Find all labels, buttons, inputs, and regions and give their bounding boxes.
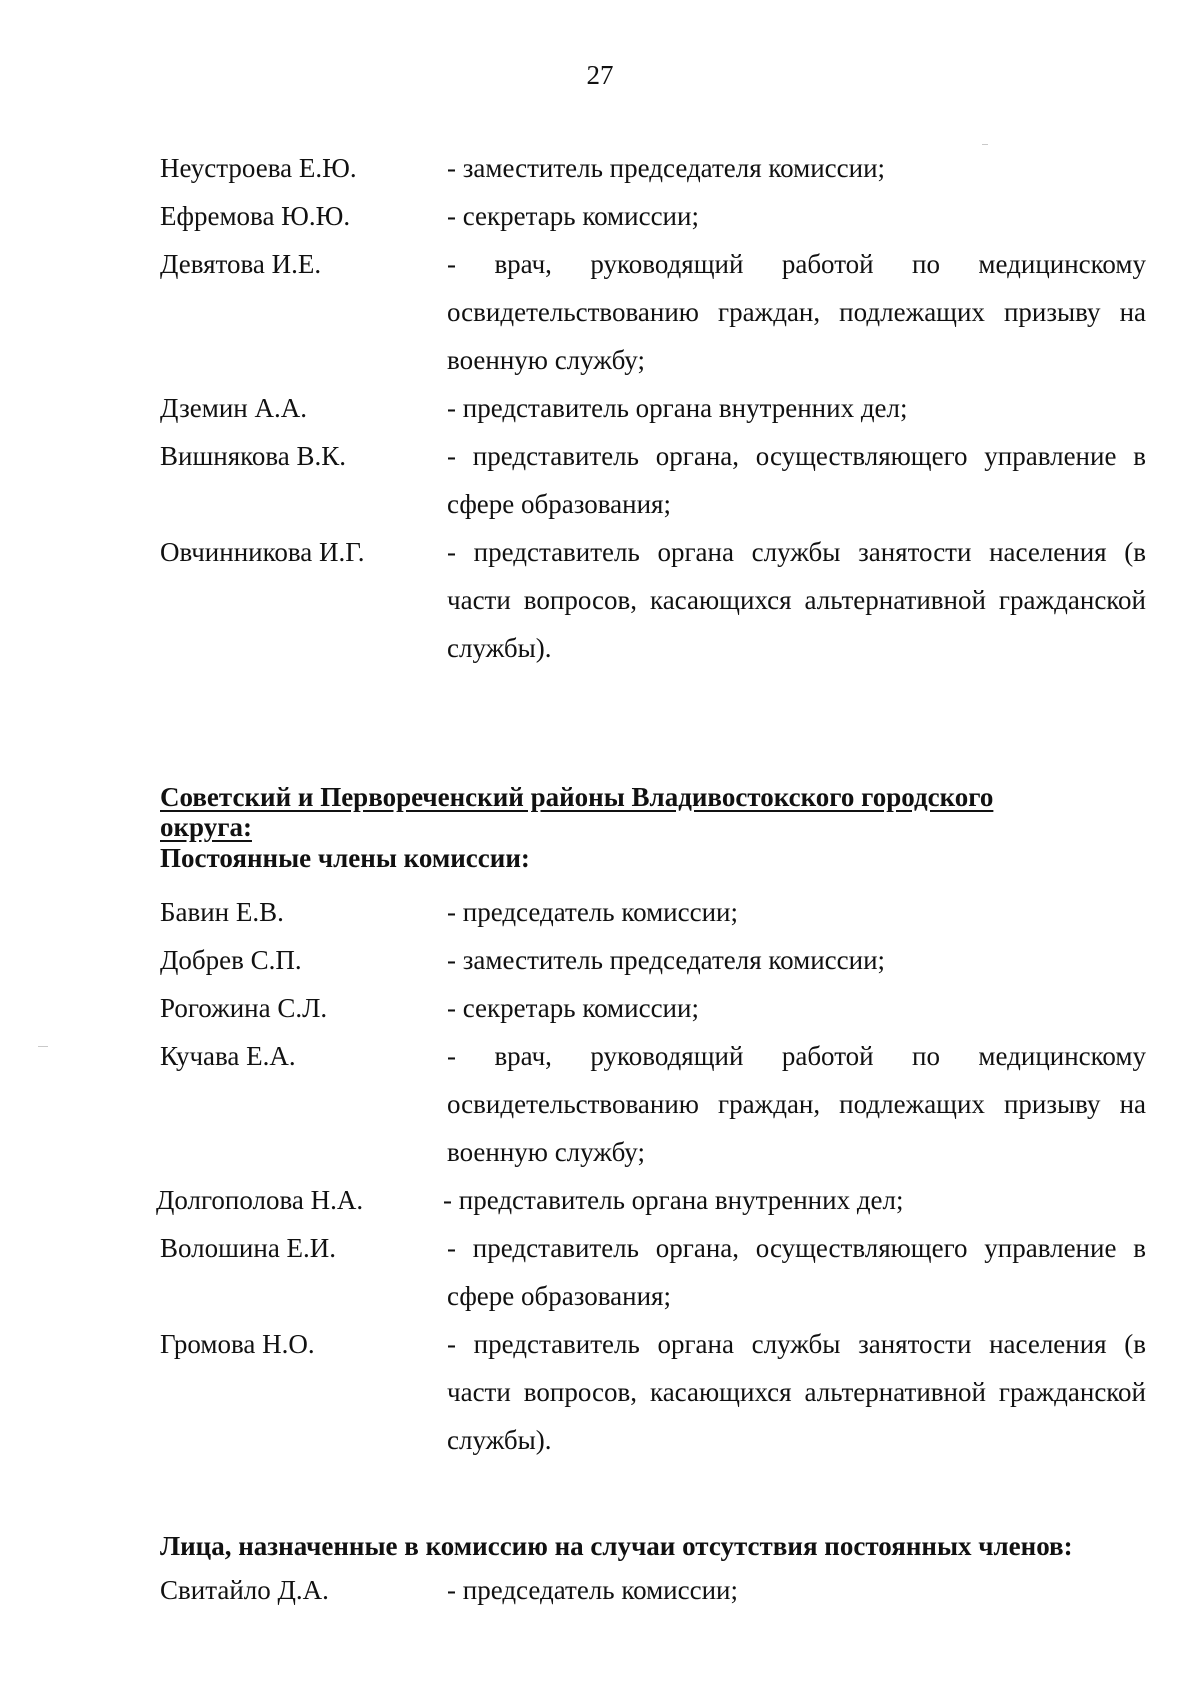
member-row	[160, 1032, 1146, 1176]
member-name: Неустроева Е.Ю.	[160, 153, 357, 183]
member-row	[156, 1176, 1146, 1224]
scan-artifact	[982, 144, 988, 145]
member-row	[160, 144, 1146, 192]
member-role: - председатель комиссии;	[447, 1575, 738, 1605]
district-heading-block	[160, 782, 1146, 874]
member-row	[160, 888, 1146, 936]
member-row	[160, 1320, 1146, 1464]
member-name: Девятова И.Е.	[160, 249, 322, 279]
member-name: Свитайло Д.А.	[160, 1575, 329, 1605]
member-role: - врач, руководящий работой по медицинскому освидетельствованию граждан, подлежащих призыву на военную службу;	[447, 249, 1146, 375]
member-role: - представитель органа внутренних дел;	[443, 1185, 904, 1215]
member-row	[160, 1566, 1146, 1614]
page-number: 27	[586, 60, 614, 90]
member-name: Добрев С.П.	[160, 945, 302, 975]
substitute-members-heading: Лица, назначенные в комиссию на случаи отсутствия постоянных членов:	[160, 1531, 1073, 1561]
member-row	[160, 936, 1146, 984]
permanent-member-list	[156, 888, 1146, 1464]
member-role: - врач, руководящий работой по медицинскому освидетельствованию граждан, подлежащих призыву на военную службу;	[447, 1041, 1146, 1167]
scan-artifact	[38, 1046, 48, 1047]
member-name: Вишнякова В.К.	[160, 441, 347, 471]
member-role: - представитель органа, осуществляющего управление в сфере образования;	[447, 1233, 1146, 1311]
member-row	[160, 240, 1146, 384]
member-name: Кучава Е.А.	[160, 1041, 296, 1071]
member-row	[160, 192, 1146, 240]
member-role: - заместитель председателя комиссии;	[447, 945, 886, 975]
member-role: - председатель комиссии;	[447, 897, 738, 927]
member-name: Долгополова Н.А.	[156, 1185, 364, 1215]
member-role: - представитель органа внутренних дел;	[447, 393, 908, 423]
permanent-members-heading: Постоянные члены комиссии:	[160, 843, 530, 873]
member-name: Бавин Е.В.	[160, 897, 284, 927]
member-role: - представитель органа службы занятости населения (в части вопросов, касающихся альтернативной гражданской службы).	[447, 1329, 1146, 1455]
district-heading: Советский и Первореченский районы Владивостокского городского округа:	[160, 782, 994, 842]
member-role: - представитель органа службы занятости населения (в части вопросов, касающихся альтернативной гражданской службы).	[447, 537, 1146, 663]
member-row	[160, 1224, 1146, 1320]
substitute-members-block	[160, 1526, 1146, 1614]
member-list-continued	[160, 144, 1146, 672]
member-role: - секретарь комиссии;	[447, 201, 699, 231]
member-row	[160, 432, 1146, 528]
member-name: Волошина Е.И.	[160, 1233, 337, 1263]
member-name: Овчинникова И.Г.	[160, 537, 365, 567]
member-row	[160, 528, 1146, 672]
member-role: - представитель органа, осуществляющего управление в сфере образования;	[447, 441, 1146, 519]
member-role: - заместитель председателя комиссии;	[447, 153, 886, 183]
member-name: Дземин А.А.	[160, 393, 307, 423]
member-row	[160, 984, 1146, 1032]
member-row	[160, 384, 1146, 432]
member-name: Ефремова Ю.Ю.	[160, 201, 351, 231]
member-name: Громова Н.О.	[160, 1329, 315, 1359]
member-role: - секретарь комиссии;	[447, 993, 699, 1023]
member-name: Рогожина С.Л.	[160, 993, 328, 1023]
